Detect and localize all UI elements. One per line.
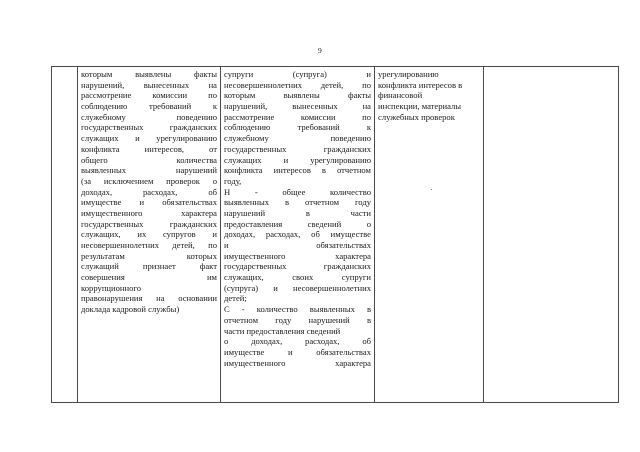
table-cell-formula	[221, 67, 375, 403]
text-line: соблюдению требований к	[224, 122, 371, 133]
page-number: 9	[318, 46, 322, 55]
text-line: соблюдению требований к	[81, 101, 217, 112]
text-line: служащих, их супругов и	[81, 229, 217, 240]
table-row	[52, 67, 619, 403]
text-line: имуществе и обязательствах	[224, 346, 371, 357]
text-line: и обязательствах	[224, 240, 371, 251]
text-line: совершения им	[81, 272, 217, 283]
text-line: несовершеннолетних детей, по	[224, 79, 371, 90]
text-line: рассмотрение комиссии по	[224, 111, 371, 122]
text-line: Н - общее количество	[224, 186, 371, 197]
text-line: урегулированию	[378, 69, 439, 79]
text-line: общего количества	[81, 154, 217, 165]
indicator-table	[51, 66, 619, 403]
text-line: доходах, расходах, об	[81, 186, 217, 197]
text-line: супруги (супруга) и	[224, 69, 371, 79]
text-line: С - количество выявленных в	[224, 304, 371, 315]
text-line: отчетном году нарушений в	[224, 314, 371, 325]
text-line: нарушений, вынесенных на	[81, 79, 217, 90]
text-line: служащих и урегулированию	[81, 133, 217, 144]
text-line: несовершеннолетних детей, по	[81, 240, 217, 250]
text-line: нарушений, вынесенных на	[224, 101, 371, 112]
text-line: конфликта интересов, от	[81, 143, 217, 154]
text-line: нарушений в части	[224, 207, 371, 218]
text-line: государственных гражданских	[224, 261, 371, 272]
text-line: служебному поведению	[81, 111, 217, 122]
text-line: имущественного характера	[81, 207, 217, 218]
text-line: части предоставления сведений	[224, 325, 341, 336]
text-line: (за исключением проверок о	[81, 175, 217, 186]
text-line: финансовой	[378, 90, 423, 101]
text-line: государственных гражданских	[81, 218, 217, 229]
table-cell-description	[78, 67, 221, 403]
text-line: которым выявлены факты	[81, 69, 217, 79]
text-line: имущественного характера	[224, 357, 371, 368]
text-line: служебному поведению	[224, 133, 371, 144]
text-line: служащих и урегулированию	[224, 154, 371, 165]
text-line: детей;	[224, 293, 247, 304]
text-line: имущественного характера	[224, 250, 371, 261]
text-line: о доходах, расходах, об	[224, 336, 371, 347]
text-line: доходах, расходах, об имуществе	[224, 229, 371, 240]
text-line: результатам которых	[81, 250, 217, 261]
text-line: коррупционного	[81, 282, 142, 293]
text-line: (супруга) и несовершеннолетних	[224, 282, 371, 293]
text-line: служебных проверок	[378, 111, 455, 122]
text-line: доклада кадровой службы)	[81, 304, 180, 315]
text-line: государственных гражданских	[224, 143, 371, 154]
scan-speck	[431, 189, 432, 190]
text-line: рассмотрение комиссии по	[81, 90, 217, 101]
table-cell-source	[375, 67, 484, 403]
text-line: году,	[224, 175, 242, 186]
text-line: которым выявлены факты	[224, 90, 371, 101]
text-line: имуществе и обязательствах	[81, 197, 217, 208]
table-cell-note	[484, 67, 619, 403]
text-line: выявленных нарушений	[81, 165, 217, 176]
text-line: инспекции, материалы	[378, 101, 462, 112]
text-line: служащий признает факт	[81, 261, 217, 272]
text-line: конфликта интересов в отчетном	[224, 165, 371, 176]
text-line: конфликта интересов в	[378, 79, 463, 90]
text-line: предоставления сведений о	[224, 218, 371, 229]
text-line: правонарушения на основании	[81, 293, 217, 304]
text-line: государственных гражданских	[81, 122, 217, 133]
text-line: служащих, своих супруги	[224, 272, 371, 283]
table-cell-number	[52, 67, 78, 403]
text-line: выявленных в отчетном году	[224, 197, 371, 208]
